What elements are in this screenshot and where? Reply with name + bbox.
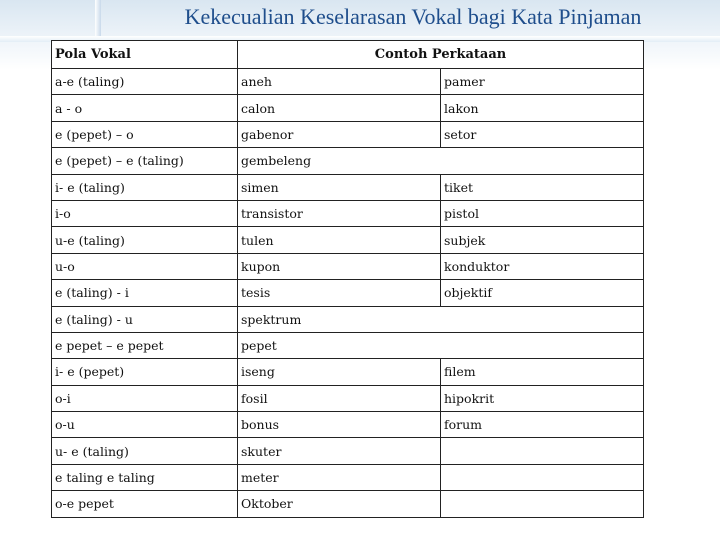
slide-title: Kekecualian Keselarasan Vokal bagi Kata Pinjaman: [184, 4, 642, 29]
table-row: [52, 200, 644, 226]
table-row: [52, 412, 644, 438]
contoh-perkataan-cell: Oktober: [238, 491, 441, 517]
contoh-perkataan-cell: konduktor: [441, 253, 644, 279]
table-row: [52, 280, 644, 306]
contoh-perkataan-cell: aneh: [238, 69, 441, 95]
pola-vokal-cell: o-u: [52, 412, 238, 438]
table-header-row: [52, 41, 644, 69]
table-row: [52, 438, 644, 464]
pola-vokal-cell: e (taling) - u: [52, 306, 238, 332]
pola-vokal-cell: i- e (taling): [52, 174, 238, 200]
contoh-perkataan-cell: pistol: [441, 200, 644, 226]
pola-vokal-cell: e taling e taling: [52, 464, 238, 490]
table-row: [52, 464, 644, 490]
contoh-perkataan-cell: pamer: [441, 69, 644, 95]
header-pola-vokal: Pola Vokal: [52, 41, 238, 69]
contoh-perkataan-cell: objektif: [441, 280, 644, 306]
contoh-perkataan-cell: setor: [441, 121, 644, 147]
contoh-perkataan-cell: simen: [238, 174, 441, 200]
contoh-perkataan-cell: skuter: [238, 438, 441, 464]
table-body: [52, 69, 644, 518]
table-row: [52, 95, 644, 121]
contoh-perkataan-cell: gabenor: [238, 121, 441, 147]
pola-vokal-cell: e pepet – e pepet: [52, 332, 238, 358]
header-contoh-perkataan: Contoh Perkataan: [238, 41, 644, 69]
contoh-perkataan-cell: [441, 491, 644, 517]
vowel-exceptions-table: [51, 40, 644, 518]
contoh-perkataan-cell: [441, 464, 644, 490]
pola-vokal-cell: u- e (taling): [52, 438, 238, 464]
table-row: [52, 359, 644, 385]
contoh-perkataan-cell: tesis: [238, 280, 441, 306]
contoh-perkataan-cell: calon: [238, 95, 441, 121]
table-row: [52, 148, 644, 174]
table-row: [52, 491, 644, 517]
contoh-perkataan-cell: bonus: [238, 412, 441, 438]
table-row: [52, 227, 644, 253]
pola-vokal-cell: o-e pepet: [52, 491, 238, 517]
pola-vokal-cell: u-e (taling): [52, 227, 238, 253]
pola-vokal-cell: o-i: [52, 385, 238, 411]
pola-vokal-cell: a-e (taling): [52, 69, 238, 95]
pola-vokal-cell: e (pepet) – o: [52, 121, 238, 147]
pola-vokal-cell: e (pepet) – e (taling): [52, 148, 238, 174]
table-row: [52, 174, 644, 200]
contoh-perkataan-cell: pepet: [238, 332, 644, 358]
pola-vokal-cell: i- e (pepet): [52, 359, 238, 385]
contoh-perkataan-cell: subjek: [441, 227, 644, 253]
contoh-perkataan-cell: hipokrit: [441, 385, 644, 411]
contoh-perkataan-cell: iseng: [238, 359, 441, 385]
contoh-perkataan-cell: tiket: [441, 174, 644, 200]
pola-vokal-cell: i-o: [52, 200, 238, 226]
pola-vokal-cell: a - o: [52, 95, 238, 121]
contoh-perkataan-cell: [441, 438, 644, 464]
table-row: [52, 306, 644, 332]
contoh-perkataan-cell: gembeleng: [238, 148, 644, 174]
table-row: [52, 332, 644, 358]
table-row: [52, 121, 644, 147]
contoh-perkataan-cell: fosil: [238, 385, 441, 411]
contoh-perkataan-cell: forum: [441, 412, 644, 438]
contoh-perkataan-cell: meter: [238, 464, 441, 490]
table-row: [52, 253, 644, 279]
banner-swoosh: [95, 0, 101, 36]
pola-vokal-cell: u-o: [52, 253, 238, 279]
contoh-perkataan-cell: filem: [441, 359, 644, 385]
table-row: [52, 385, 644, 411]
contoh-perkataan-cell: spektrum: [238, 306, 644, 332]
contoh-perkataan-cell: tulen: [238, 227, 441, 253]
contoh-perkataan-cell: kupon: [238, 253, 441, 279]
contoh-perkataan-cell: transistor: [238, 200, 441, 226]
pola-vokal-cell: e (taling) - i: [52, 280, 238, 306]
contoh-perkataan-cell: lakon: [441, 95, 644, 121]
table-row: [52, 69, 644, 95]
